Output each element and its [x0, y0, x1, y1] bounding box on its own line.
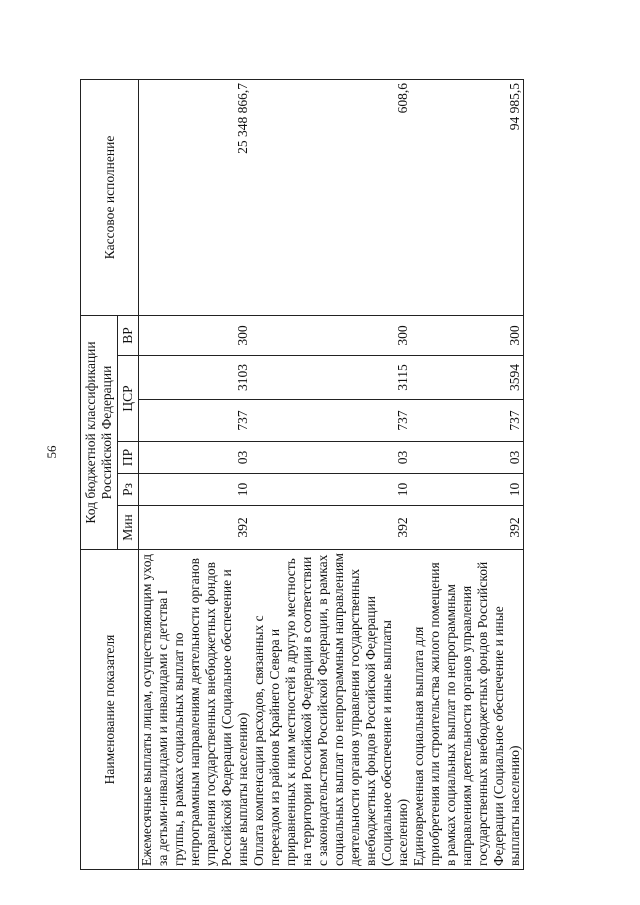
row-name: Оплата компенсации расходов, связанных с переездом из районов Крайнего Севера и приравненных к ним местностей в другую местность на территории Российской Федерации в соответствии с законодательством Российской Федерации, в рамках социальных выплат по непрограммным направлениям деятельности органов управления государственных внебюджетных фондов Российской Федерации (Социальное обеспечение и иные выплаты населению)	[251, 550, 411, 870]
row-min: 392	[139, 506, 252, 550]
row-name: Ежемесячные выплаты лицам, осуществляющим уход за детьми-инвалидами и инвалидами с детства I группы, в рамках социальных выплат по непрограммным направлениям деятельности органов управления государственных внебюджетных фондов Российской Федерации (Социальное обеспечение и иные выплаты населению)	[139, 550, 252, 870]
header-code-group: Код бюджетной классификации Российской Федерации	[81, 315, 118, 549]
row-vr: 300	[411, 315, 524, 355]
row-amount: 94 985,5	[411, 79, 524, 315]
row-amount: 608,6	[251, 79, 411, 315]
row-min: 392	[251, 506, 411, 550]
table-row	[251, 79, 411, 869]
row-pr: 03	[139, 442, 252, 474]
header-name: Наименование показателя	[81, 550, 139, 870]
row-pr: 03	[411, 442, 524, 474]
row-csr-part-b: 3594	[411, 356, 524, 400]
row-rz: 10	[411, 474, 524, 506]
header-amount: Кассовое исполнение	[81, 79, 139, 315]
row-pr: 03	[251, 442, 411, 474]
row-min: 392	[411, 506, 524, 550]
budget-table	[80, 79, 524, 870]
row-csr-part-b: 3103	[139, 356, 252, 400]
row-rz: 10	[251, 474, 411, 506]
row-csr-part-a: 737	[251, 400, 411, 442]
row-amount: 25 348 866,7	[139, 79, 252, 315]
page-number: 56	[44, 445, 59, 459]
header-csr: ЦСР	[118, 356, 139, 442]
header-min: Мин	[118, 506, 139, 550]
row-name: Единовременная социальная выплата для приобретения или строительства жилого помещения в рамках социальных выплат по непрограммным направлениям деятельности органов управления государственных внебюджетных фондов Российской Федерации (Социальное обеспечение и иные выплаты населению)	[411, 550, 524, 870]
header-rz: Рз	[118, 474, 139, 506]
row-vr: 300	[139, 315, 252, 355]
row-csr-part-a: 737	[139, 400, 252, 442]
table-row	[411, 79, 524, 869]
rotated-page-content	[80, 80, 522, 870]
header-pr: ПР	[118, 442, 139, 474]
row-csr-part-a: 737	[411, 400, 524, 442]
table-row	[139, 79, 252, 869]
row-rz: 10	[139, 474, 252, 506]
header-vr: ВР	[118, 315, 139, 355]
row-vr: 300	[251, 315, 411, 355]
table-header	[81, 79, 139, 869]
row-csr-part-b: 3115	[251, 356, 411, 400]
